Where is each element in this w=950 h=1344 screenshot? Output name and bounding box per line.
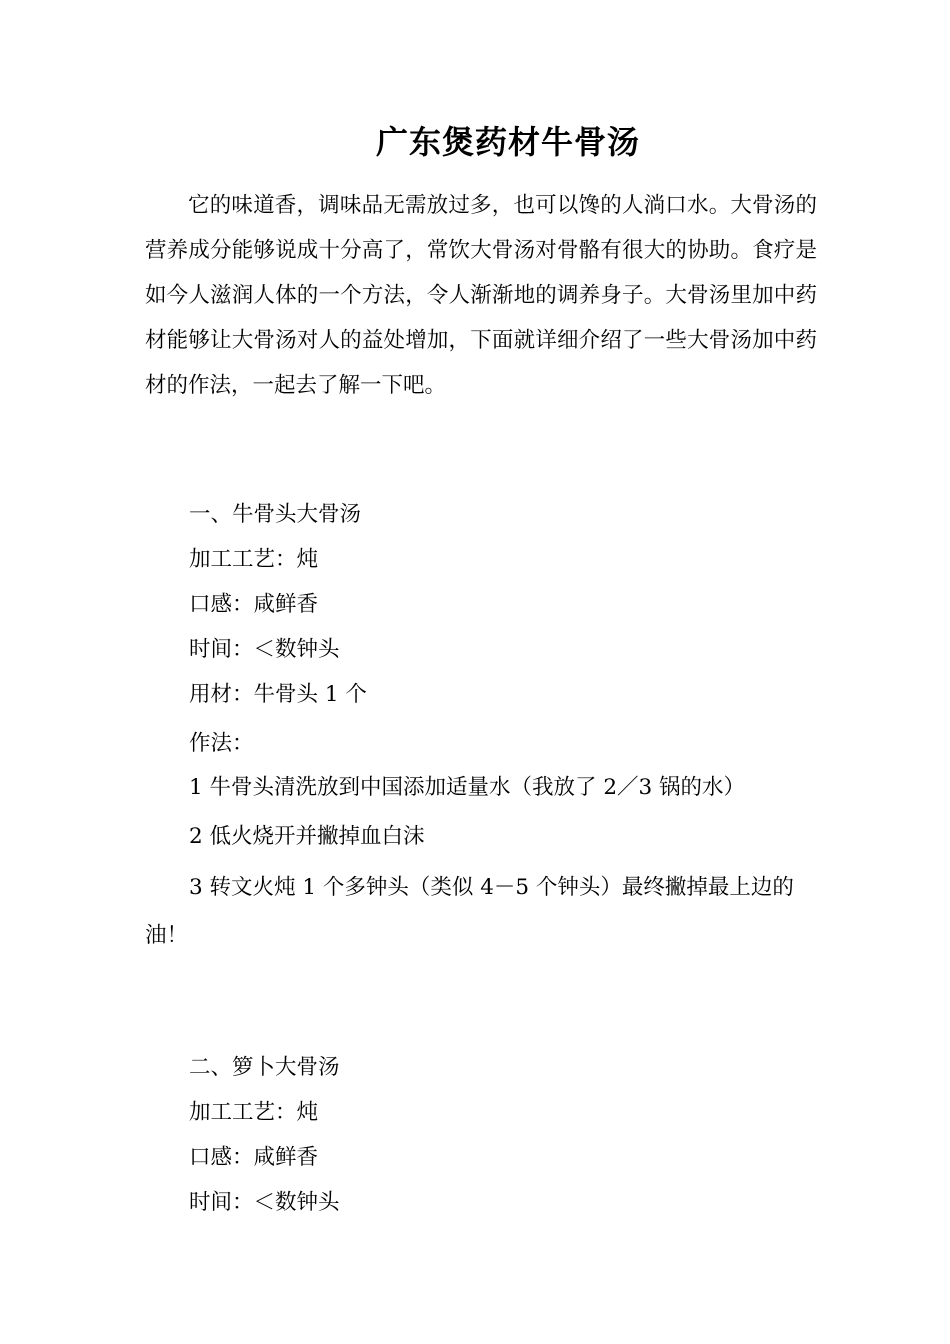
- section2-taste: 口感：咸鲜香: [189, 1145, 319, 1170]
- section1-step-3: 3 转文火炖 1 个多钟头（类似 4－5 个钟头）最终撇掉最上边的油！: [145, 875, 794, 948]
- section1-ingredients: 用材：牛骨头 1 个: [189, 682, 367, 707]
- section1-step-2: 2 低火烧开并撇掉血白沫: [189, 824, 425, 849]
- section1-taste: 口感：咸鲜香: [189, 592, 319, 617]
- section1-heading: 一、牛骨头大骨汤: [189, 502, 362, 527]
- document-title: 广东煲药材牛骨汤: [375, 123, 640, 161]
- section2-process: 加工工艺：炖: [189, 1100, 319, 1125]
- section1-step-1: 1 牛骨头清洗放到中国添加适量水（我放了 2／3 锅的水）: [189, 775, 746, 800]
- section2-heading: 二、箩卜大骨汤: [189, 1055, 340, 1080]
- intro-paragraph: 它的味道香，调味品无需放过多，也可以馋的人淌口水。大骨汤的营养成分能够说成十分高了，常饮大骨汤对骨骼有很大的协助。食疗是如今人滋润人体的一个方法，令人渐渐地的调养身子。大骨汤里加中药材能够让大骨汤对人的益处增加，下面就详细介绍了一些大骨汤加中药材的作法，一起去了解一下吧。: [145, 193, 817, 398]
- section1-time: 时间：＜数钟头: [189, 637, 340, 662]
- section2-time: 时间：＜数钟头: [189, 1190, 340, 1215]
- section1-method-label: 作法：: [189, 731, 254, 756]
- section1-process: 加工工艺：炖: [189, 547, 319, 572]
